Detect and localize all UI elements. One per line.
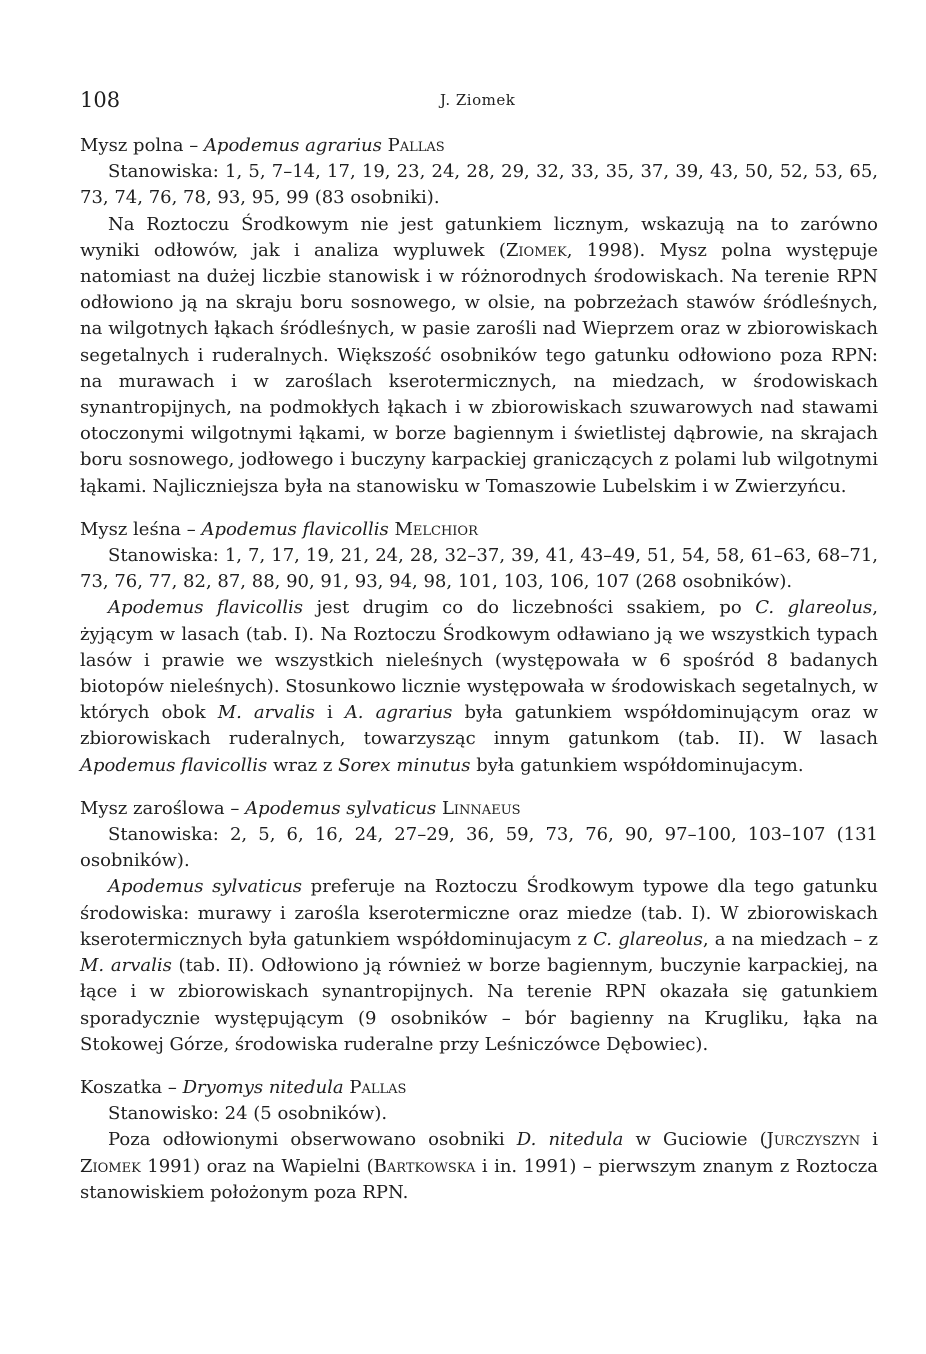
species-authority: Pallas: [381, 135, 445, 156]
species-entry: [80, 517, 878, 779]
species-entry: [80, 133, 878, 500]
species-latin-name: Apodemus flavicollis: [201, 518, 389, 540]
page-number: 108: [80, 88, 121, 112]
running-header: [80, 88, 880, 118]
citation-author: Ziomek: [80, 1155, 141, 1177]
species-title: Koszatka – Dryomys nitedula Pallas: [80, 1076, 407, 1098]
species-title: Mysz zaroślowa – Apodemus sylvaticus Linnaeus: [80, 797, 521, 819]
article-body: [80, 133, 878, 1206]
species-entry: [80, 796, 878, 1058]
species-entry: [80, 1075, 878, 1206]
stations-list: Stanowiska: 1, 7, 17, 19, 21, 24, 28, 32–37, 39, 41, 43–49, 51, 54, 58, 61–63, 68–71, 73, 76, 77, 82, 87, 88, 90, 91, 93, 94, 98, 101, 103, 106, 107 (268 osobników).: [80, 545, 878, 593]
species-description: Apodemus sylvaticus preferuje na Roztoczu Środkowym typowe dla tego gatunku środowiska: murawy i zarośla kserotermiczne oraz miedze (tab. I). W zbiorowiskach kserotermicznych była gatunkiem współdominujacym z C. glareolus, a na miedzach – z M. arvalis (tab. II). Odłowiono ją również w borze bagiennym, buczynie karpackiej, na łące i w zbiorowiskach synantropijnych. Na terenie RPN okazała się gatunkiem sporadycznie występującym (9 osobników – bór bagienny na Krugliku, łąka na Stokowej Górze, środowiska ruderalne przy Leśniczówce Dębowiec).: [80, 876, 879, 1055]
stations-list: Stanowisko: 24 (5 osobników).: [108, 1103, 388, 1125]
species-latin-name: Apodemus agrarius: [203, 135, 382, 156]
species-title: Mysz polna – Apodemus agrarius Pallas: [80, 135, 445, 156]
stations-list: Stanowiska: 2, 5, 6, 16, 24, 27–29, 36, 59, 73, 76, 90, 97–100, 103–107 (131 osobników).: [80, 824, 878, 872]
citation-author: Jurczyszyn: [766, 1129, 861, 1151]
species-authority: Linnaeus: [436, 797, 521, 819]
species-description: Na Roztoczu Środkowym nie jest gatunkiem licznym, wskazują na to zarówno wyniki odłowów, jak i analiza wypluwek (Ziomek, 1998). Mysz polna występuje natomiast na dużej liczbie stanowisk i w różnorodnych środowiskach. Na terenie RPN odłowiono ją na skraju boru sosnowego, w olsie, na pobrzeżach stawów śródleśnych, na wilgotnych łąkach śródleśnych, w pasie zarośli nad Wieprzem oraz w zbiorowiskach segetalnych i ruderalnych. Większość osobników tego gatunku odłowiono poza RPN: na murawach i w zaroślach kserotermicznych, na miedzach, w środowiskach synantropijnych, na podmokłych łąkach i w zbiorowiskach szuwarowych nad stawami otoczonymi wilgotnymi łąkami, w borze bagiennym i świetlistej dąbrowie, na skrajach boru sosnowego, jodłowego i buczyny karpackiej graniczących z polami lub wilgotnymi łąkami. Najliczniejsza była na stanowisku w Tomaszowie Lubelskim i w Zwierzyńcu.: [80, 213, 878, 497]
stations-list: Stanowiska: 1, 5, 7–14, 17, 19, 23, 24, 28, 29, 32, 33, 35, 37, 39, 43, 50, 52, 53, 65, 73, 74, 76, 78, 93, 95, 99 (83 osobniki).: [80, 161, 878, 209]
species-latin-name: Dryomys nitedula: [182, 1076, 344, 1098]
species-authority: Pallas: [343, 1076, 407, 1098]
species-latin-name: Apodemus sylvaticus: [245, 797, 437, 819]
species-authority: Melchior: [388, 518, 478, 540]
citation-author: Ziomek: [505, 239, 567, 261]
running-head-author: J. Ziomek: [440, 91, 516, 109]
species-title: Mysz leśna – Apodemus flavicollis Melchior: [80, 518, 478, 540]
species-description: Poza odłowionymi obserwowano osobniki D. nitedula w Guciowie (Jurczyszyn i Ziomek 1991) oraz na Wapielni (Bartkowska i in. 1991) – pierwszym znanym z Roztocza stanowiskiem położonym poza RPN.: [80, 1129, 879, 1203]
species-description: Apodemus flavicollis jest drugim co do liczebności ssakiem, po C. glareolus, żyjącym w lasach (tab. I). Na Roztoczu Środkowym odławiano ją we wszystkich typach lasów i prawie we wszystkich nieleśnych (występowała w 6 spośród 8 badanych biotopów nieleśnych). Stosunkowo licznie występowała w środowiskach segetalnych, w których obok M. arvalis i A. agrarius była gatunkiem współdominującym oraz w zbiorowiskach ruderalnych, towarzysząc innym gatunkom (tab. II). W lasach Apodemus flavicollis wraz z Sorex minutus była gatunkiem współdominujacym.: [80, 597, 878, 776]
citation-author: Bartkowska: [373, 1155, 476, 1177]
